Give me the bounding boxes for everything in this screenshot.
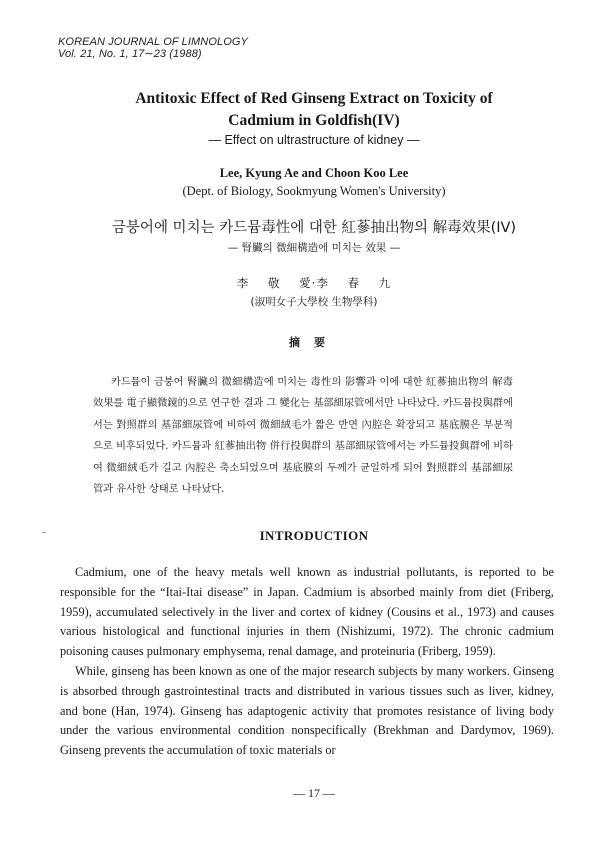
introduction-body <box>60 563 554 761</box>
paper-subtitle: — Effect on ultrastructure of kidney — <box>208 133 420 147</box>
section-heading-introduction: INTRODUCTION <box>259 528 369 543</box>
paper-title-line1: Antitoxic Effect of Red Ginseng Extract on Toxicity of <box>135 90 493 107</box>
journal-header <box>58 36 248 60</box>
journal-name: KOREAN JOURNAL OF LIMNOLOGY <box>58 36 248 48</box>
margin-mark <box>42 532 46 533</box>
page-number: — 17 — <box>293 786 335 800</box>
korean-authors: 李 敬 愛·李 春 九 <box>236 276 392 290</box>
author-names: Lee, Kyung Ae and Choon Koo Lee <box>219 166 409 180</box>
paper-title-line2: Cadmium in Goldfish(IV) <box>228 112 400 129</box>
korean-abstract: 카드뮴이 금붕어 腎臟의 微細構造에 미치는 毒性의 影響과 이에 대한 紅蔘抽出物의 解毒效果를 電子顯微鏡的으로 연구한 결과 그 變化는 基部細尿管에서만 나타났다. 카드뮴投與群에서는 對照群의 基部細尿管에 비하여 微細絨毛가 짧은 반면 內腔은 확장되고 基底膜은 부분적으로 비후되었다. 카드뮴과 紅蔘抽出物 併行投與群의 基部細尿管에서는 카드뮴投與群에 비하여 微細絨毛가 길고 內腔은 축소되었으며 基底膜의 두께가 균일하게 되어 對照群의 基部細尿管과 유사한 상태로 나타났다. <box>93 377 513 496</box>
author-affiliation: (Dept. of Biology, Sookmyung Women's University) <box>182 184 446 198</box>
journal-issue: Vol. 21, No. 1, 17∼23 (1988) <box>58 48 202 60</box>
korean-title: 금붕어에 미치는 카드뮴毒性에 대한 紅蔘抽出物의 解毒效果(IV) <box>111 220 517 236</box>
paper-title <box>60 88 568 132</box>
korean-affiliation: (淑明女子大學校 生物學科) <box>250 296 378 308</box>
abstract-heading: 摘要 <box>289 336 339 349</box>
introduction-paragraph-2: While, ginseng has been known as one of the major research subjects by many workers. Ginseng is absorbed through gastrointestinal tracts and distributed in various tissues such as liver, kidney, and bone (Han, 1974). Ginseng has adaptogenic activity that promotes resistance of living body under the various environmental condition nonspecifically (Brekhman and Dardymov, 1969). Ginseng prevents the accumulation of toxic materials or <box>60 663 554 758</box>
korean-subtitle: — 腎臟의 微細構造에 미치는 效果 — <box>227 242 401 254</box>
introduction-paragraph-1: Cadmium, one of the heavy metals well known as industrial pollutants, is reported to be responsible for the “Itai-Itai disease” in Japan. Cadmium is absorbed mainly from diet (Friberg, 1959), accumulated selectively in the liver and cortex of kidney (Cousins et al., 1973) and causes various histological and functional injuries in them (Nishizumi, 1972). The chronic cadmium poisoning causes pulmonary emphysema, renal damage, and proteinuria (Friberg, 1959). <box>60 565 554 659</box>
